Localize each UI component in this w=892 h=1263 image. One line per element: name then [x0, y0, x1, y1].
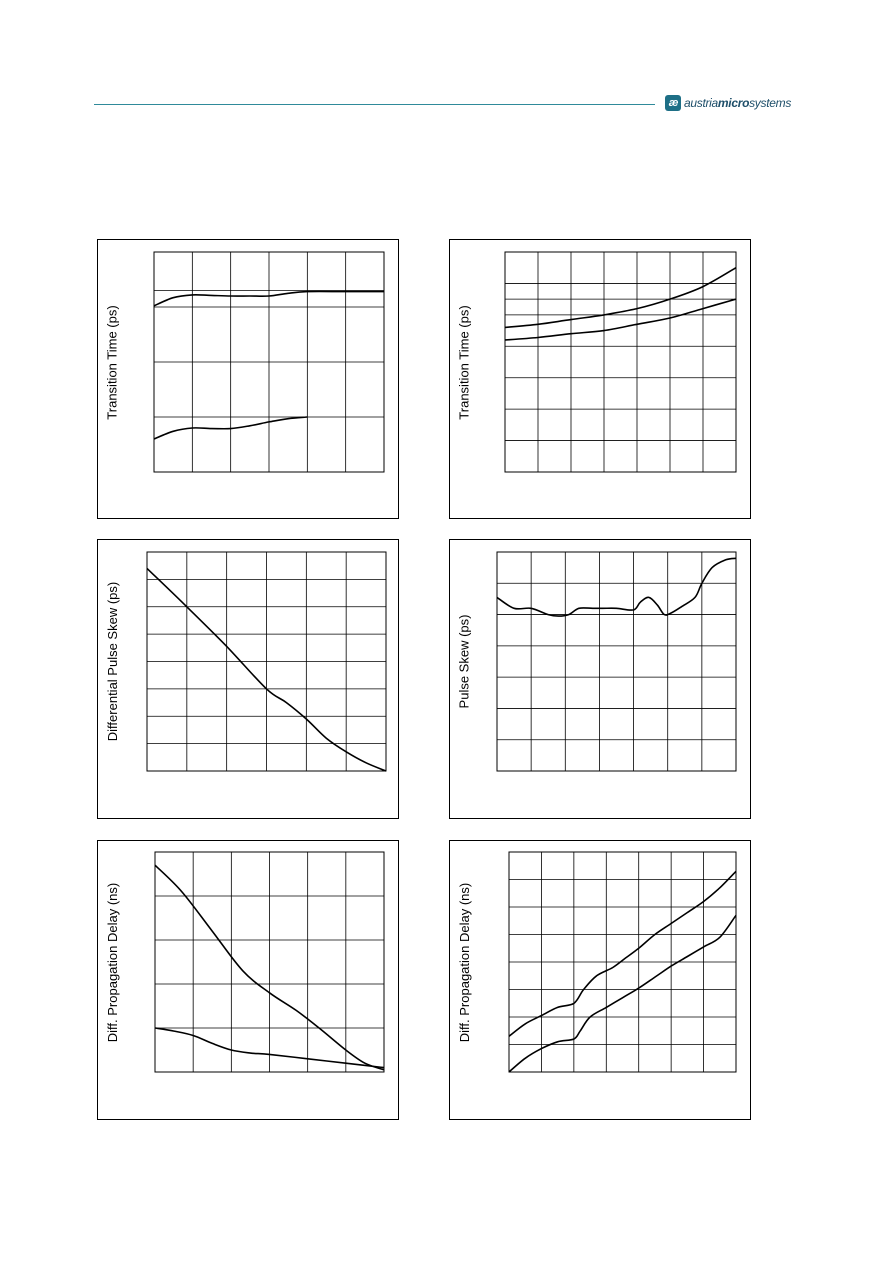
y-axis-label: Diff. Propagation Delay (ns)	[456, 882, 472, 1042]
series-line-2	[509, 915, 736, 1072]
chart-svg	[98, 540, 400, 820]
chart-panel-5	[97, 840, 399, 1120]
series-line-2	[505, 299, 736, 340]
logo-text	[684, 96, 791, 110]
plot-frame	[505, 252, 736, 472]
logo-mark-icon: æ	[665, 95, 681, 111]
chart-panel-3	[97, 539, 399, 819]
logo-text-regular: austria	[684, 96, 718, 110]
logo-text-bold: micro	[717, 96, 750, 110]
chart-svg	[450, 841, 752, 1121]
chart-svg	[98, 240, 400, 520]
chart-svg	[450, 540, 752, 820]
chart-panel-1	[97, 239, 399, 519]
chart-svg	[98, 841, 400, 1121]
logo-text-end: systems	[749, 96, 792, 110]
brand-logo	[665, 94, 791, 112]
chart-svg	[450, 240, 752, 520]
plot-frame	[497, 552, 736, 771]
y-axis-label: Differential Pulse Skew (ps)	[104, 581, 120, 742]
chart-panel-2	[449, 239, 751, 519]
y-axis-label: Transition Time (ps)	[104, 304, 120, 420]
y-axis-label: Pulse Skew (ps)	[456, 614, 472, 709]
header-rule	[94, 104, 655, 105]
y-axis-label: Diff. Propagation Delay (ns)	[104, 882, 120, 1042]
chart-panel-4	[449, 539, 751, 819]
chart-panel-6	[449, 840, 751, 1120]
y-axis-label: Transition Time (ps)	[456, 304, 472, 420]
series-line-1	[505, 268, 736, 328]
series-line-1	[509, 871, 736, 1036]
series-line-1	[497, 558, 736, 616]
